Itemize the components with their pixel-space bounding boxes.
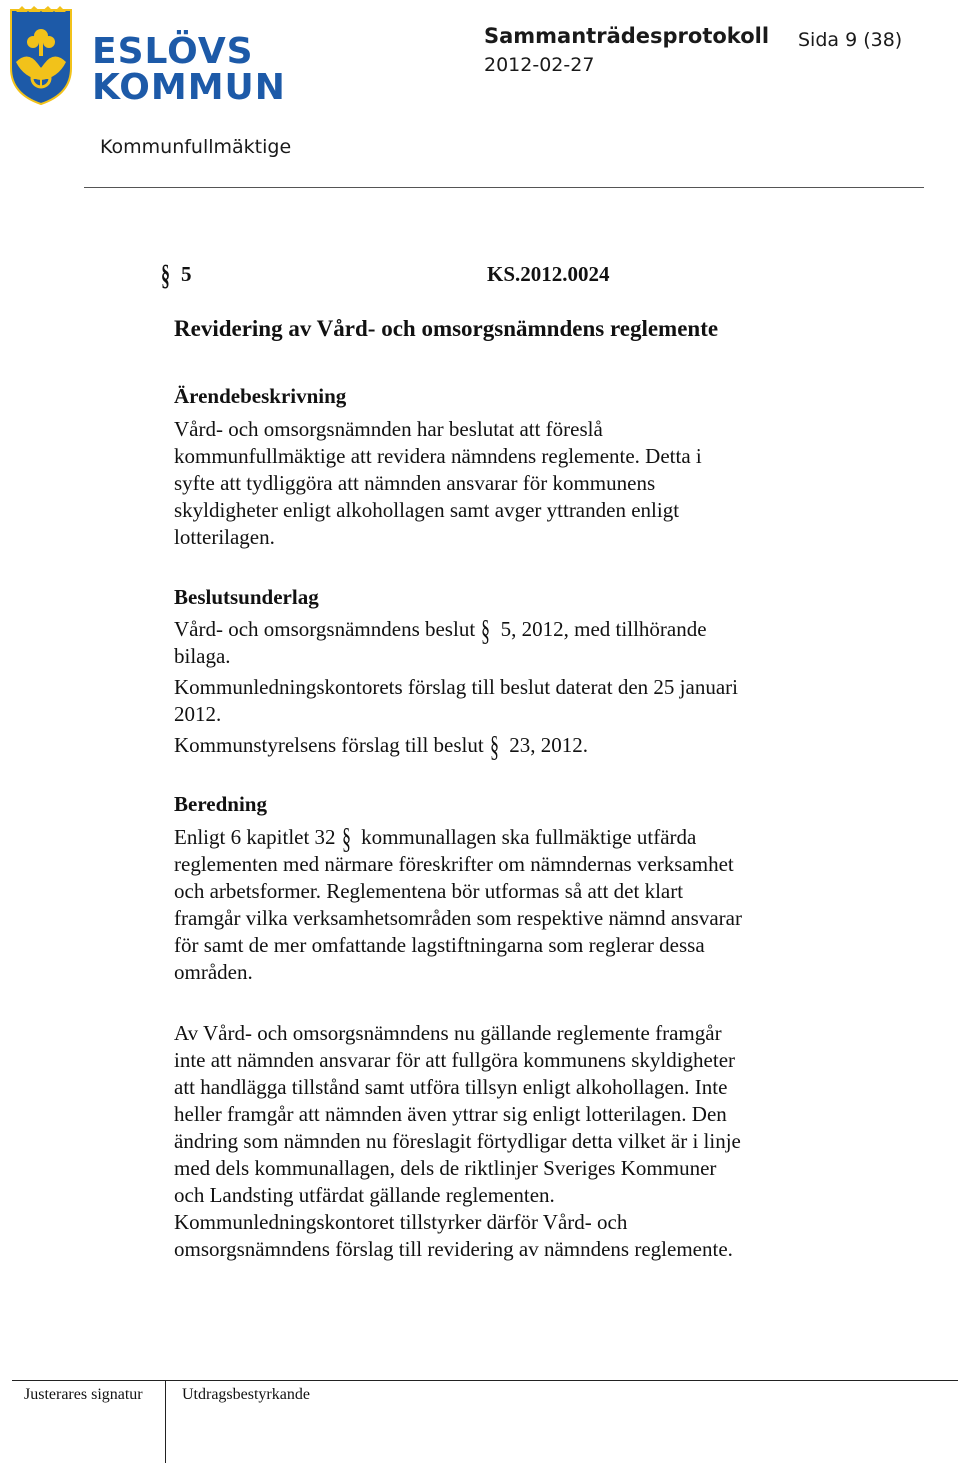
section-sign-icon: § bbox=[481, 614, 491, 647]
text-span: 5, 2012, med tillhörande bbox=[500, 617, 707, 641]
text-line: lotterilagen. bbox=[174, 525, 275, 549]
text-line: Vård- och omsorgsnämnden har beslutat att föreslå bbox=[174, 417, 603, 441]
case-reference: KS.2012.0024 bbox=[487, 262, 610, 286]
beredning-paragraph-2 bbox=[174, 1020, 834, 1263]
heading-arendebeskrivning: Ärendebeskrivning bbox=[174, 384, 347, 408]
text-line: omsorgsnämndens förslag till revidering av nämndens reglemente. bbox=[174, 1237, 733, 1261]
text-line: med dels kommunallagen, dels de riktlinjer Sveriges Kommuner bbox=[174, 1156, 717, 1180]
section-sign-icon: § bbox=[489, 730, 499, 763]
text-line: inte att nämnden ansvarar för att fullgöra kommunens skyldigheter bbox=[174, 1048, 736, 1072]
heading-beslutsunderlag: Beslutsunderlag bbox=[174, 585, 319, 609]
text-line: 2012. bbox=[174, 702, 222, 726]
text-line: kommunfullmäktige att revidera nämndens reglemente. Detta i bbox=[174, 444, 702, 468]
text-span: Vård- och omsorgsnämndens beslut bbox=[174, 617, 476, 641]
section-sign-icon: § bbox=[341, 822, 351, 855]
text-line: och Landsting utfärdat gällande reglementen. bbox=[174, 1183, 555, 1207]
text-span: Kommunstyrelsens förslag till beslut bbox=[174, 733, 484, 757]
text-line: skyldigheter enligt alkohollagen samt avger yttranden enligt bbox=[174, 498, 680, 522]
text-line: Kommunledningskontorets förslag till beslut daterat den 25 januari bbox=[174, 675, 738, 699]
text-span: kommunallagen ska fullmäktige utfärda bbox=[361, 825, 697, 849]
section-sign-icon: § bbox=[161, 259, 170, 292]
document-title: Sammanträdesprotokoll bbox=[484, 24, 770, 48]
header-divider bbox=[84, 187, 924, 188]
extract-certification-label: Utdragsbestyrkande bbox=[182, 1386, 310, 1403]
signature-label: Justerares signatur bbox=[24, 1386, 143, 1403]
page-number: Sida 9 (38) bbox=[798, 29, 903, 51]
meeting-date: 2012-02-27 bbox=[484, 54, 595, 76]
item-title: Revidering av Vård- och omsorgsnämndens reglemente bbox=[174, 316, 719, 341]
text-line: att handlägga tillstånd samt utföra tillsyn enligt alkohollagen. Inte bbox=[174, 1075, 728, 1099]
text-line: Av Vård- och omsorgsnämndens nu gällande reglemente framgår bbox=[174, 1021, 722, 1045]
text-span: Enligt 6 kapitlet 32 bbox=[174, 825, 336, 849]
text-line: reglementen med närmare föreskrifter om nämndernas verksamhet bbox=[174, 852, 734, 876]
text-line: framgår vilka verksamhetsområden som respektive nämnd ansvarar bbox=[174, 906, 742, 930]
text-span: 23, 2012. bbox=[509, 733, 588, 757]
beslutsunderlag-text bbox=[174, 614, 834, 763]
paragraph-number: § 5 bbox=[161, 259, 192, 292]
organisation-name: Kommunfullmäktige bbox=[100, 136, 292, 158]
footer-divider bbox=[12, 1380, 958, 1381]
text-line: områden. bbox=[174, 960, 253, 984]
municipality-crest-icon bbox=[8, 6, 74, 106]
heading-beredning: Beredning bbox=[174, 792, 267, 816]
text-line: ändring som nämnden nu föreslagit förtydligar detta vilket är i linje bbox=[174, 1129, 741, 1153]
text-line: heller framgår att nämnden även yttrar sig enligt lotterilagen. Den bbox=[174, 1102, 727, 1126]
municipality-logo-text bbox=[92, 31, 286, 108]
text-line: syfte att tydliggöra att nämnden ansvarar för kommunens bbox=[174, 471, 656, 495]
arendebeskrivning-text bbox=[174, 416, 814, 551]
footer-column-divider bbox=[165, 1380, 166, 1463]
text-line: Kommunledningskontoret tillstyrker därför Vård- och bbox=[174, 1210, 628, 1234]
logo-line-1: ESLÖVS bbox=[92, 31, 254, 72]
text-line: för samt de mer omfattande lagstiftningarna som reglerar dessa bbox=[174, 933, 705, 957]
text-line: och arbetsformer. Reglementena bör utformas så att det klart bbox=[174, 879, 684, 903]
beredning-text bbox=[174, 824, 834, 986]
text-line: bilaga. bbox=[174, 644, 231, 668]
logo-line-2: KOMMUN bbox=[92, 67, 286, 108]
